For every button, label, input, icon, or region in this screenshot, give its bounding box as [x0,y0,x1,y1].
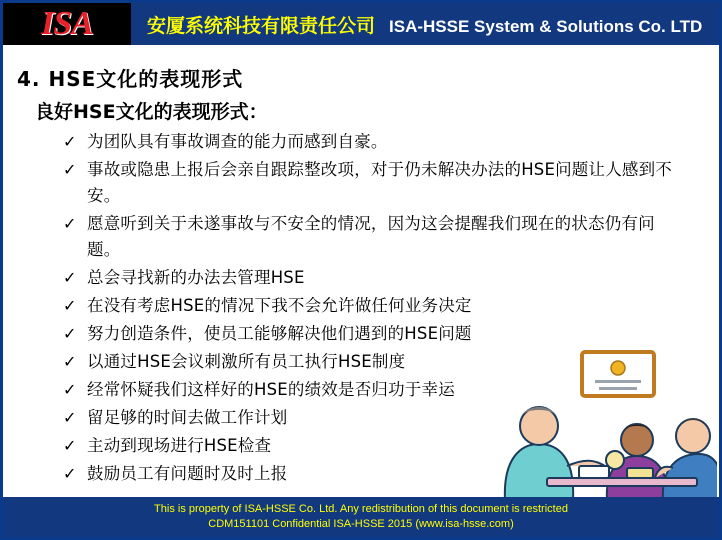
check-icon: ✓ [63,324,77,343]
check-icon: ✓ [63,160,77,179]
check-icon: ✓ [63,132,77,151]
list-item [63,211,683,263]
list-item-label: 事故或隐患上报后会亲自跟踪整改项，对于仍未解决办法的HSE问题让人感到不安。 [87,160,673,205]
check-icon: ✓ [63,214,77,233]
list-item-label: 留足够的时间去做工作计划 [87,408,288,427]
slide-footer [3,497,719,537]
list-item-label: 为团队具有事故调查的能力而感到自豪。 [87,132,388,151]
list-item-label: 在没有考虑HSE的情况下我不会允许做任何业务决定 [87,296,472,315]
footer-line-1: This is property of ISA-HSSE Co. Ltd. Any redistribution of this document is restricted [154,503,568,515]
list-item-label: 愿意听到关于未遂事故与不安全的情况，因为这会提醒我们现在的状态仍有问题。 [87,214,655,259]
slide-header [3,3,719,45]
logo-text: ISA [41,5,93,42]
sub-title: 良好HSE文化的表现形式： [35,101,268,123]
company-logo [3,3,131,45]
check-icon: ✓ [63,436,77,455]
list-item-label: 努力创造条件，使员工能够解决他们遇到的HSE问题 [87,324,472,343]
page-title: 4. HSE文化的表现形式 [17,67,244,91]
list-item-label: 总会寻找新的办法去管理HSE [87,268,305,287]
header-title-chinese: 安厦系统科技有限责任公司 [147,14,376,37]
header-titles [131,11,702,38]
list-item [63,157,683,209]
header-title-english: ISA-HSSE System & Solutions Co. LTD [389,16,703,36]
check-icon: ✓ [63,408,77,427]
list-item-label: 经常怀疑我们这样好的HSE的绩效是否归功于幸运 [87,380,455,399]
list-item [63,129,683,155]
list-item-label: 主动到现场进行HSE检查 [87,436,272,455]
check-icon: ✓ [63,380,77,399]
check-icon: ✓ [63,352,77,371]
footer-line-2: CDM151101 Confidential ISA-HSSE 2015 (www.isa-hsse.com) [208,518,514,530]
list-item [63,265,683,291]
slide-body [3,45,719,500]
list-item-label: 鼓励员工有问题时及时上报 [87,464,288,483]
check-icon: ✓ [63,296,77,315]
list-item [63,293,683,319]
check-icon: ✓ [63,464,77,483]
check-icon: ✓ [63,268,77,287]
meeting-illustration [487,340,717,500]
list-item-label: 以通过HSE会议刺激所有员工执行HSE制度 [87,352,406,371]
